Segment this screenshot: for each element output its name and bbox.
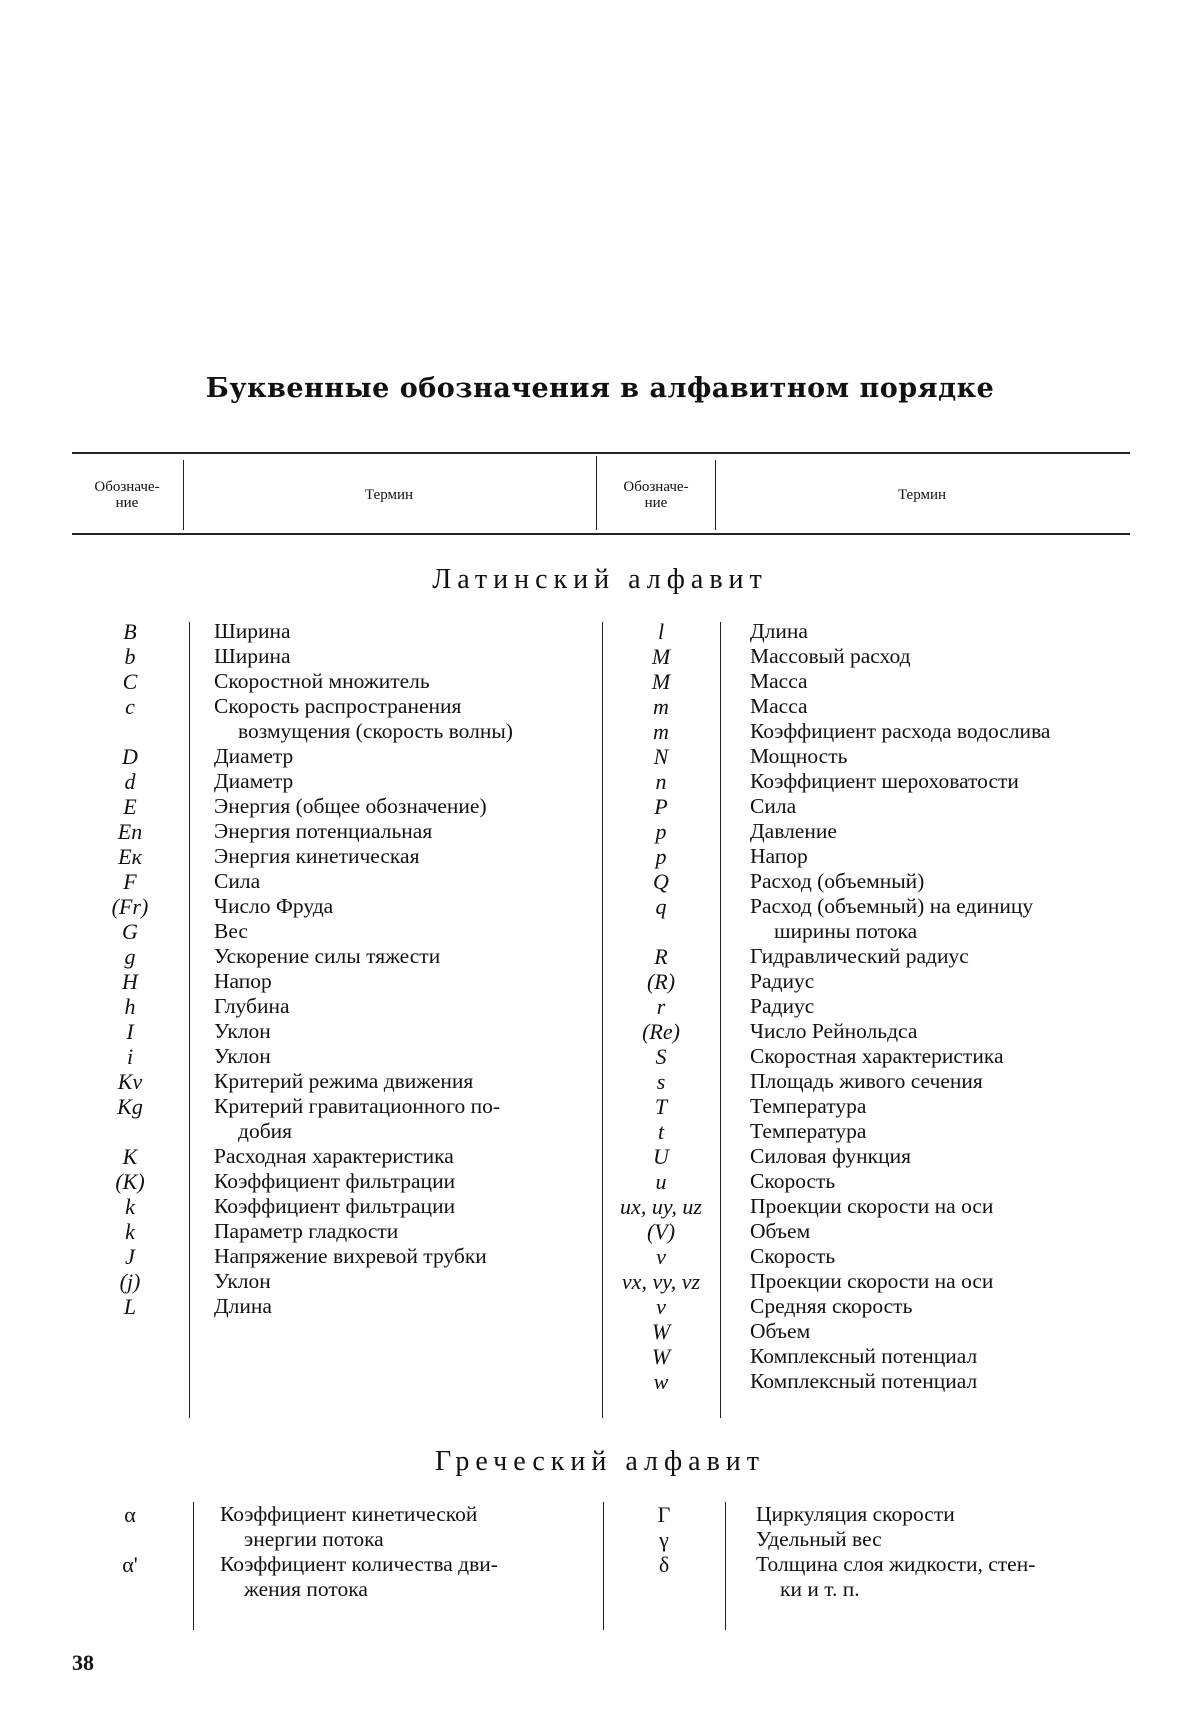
- symbol: H: [122, 969, 138, 994]
- term-line: Критерий гравитационного по-: [214, 1094, 500, 1118]
- symbol: l: [657, 619, 665, 644]
- term-line: Объем: [750, 1219, 811, 1243]
- symbol: v: [656, 1294, 666, 1319]
- term-line: Сила: [750, 794, 797, 818]
- symbol: U: [653, 1144, 669, 1169]
- column-divider: [602, 622, 603, 1418]
- term-line: ширины потока: [774, 919, 918, 943]
- symbol: P: [654, 794, 668, 819]
- symbol: q: [655, 894, 667, 919]
- symbol: γ: [659, 1527, 669, 1552]
- symbol: N: [653, 744, 669, 769]
- symbol: T: [654, 1094, 668, 1119]
- symbol: m: [653, 694, 669, 719]
- term-line: Гидравлический радиус: [750, 944, 969, 968]
- term-line: Параметр гладкости: [214, 1219, 399, 1243]
- term-line: Энергия (общее обозначение): [214, 794, 487, 818]
- term-line: жения потока: [244, 1577, 368, 1601]
- symbol: S: [655, 1044, 667, 1069]
- symbol: u: [655, 1169, 667, 1194]
- table-header-rule: [72, 533, 1130, 535]
- symbol: F: [123, 869, 137, 894]
- symbol: (V): [646, 1219, 676, 1244]
- term-line: Коэффициент фильтрации: [214, 1169, 456, 1193]
- term-line: Скорость: [750, 1244, 836, 1268]
- column-divider: [720, 622, 721, 1418]
- term-line: Уклон: [214, 1269, 271, 1293]
- symbol: v: [656, 1244, 666, 1269]
- symbol: M: [651, 669, 671, 694]
- symbol: Kg: [117, 1094, 143, 1119]
- symbol: c: [125, 694, 135, 719]
- symbol: J: [125, 1244, 135, 1269]
- symbol: E: [123, 794, 137, 819]
- symbol: M: [651, 644, 671, 669]
- symbol: Q: [653, 869, 669, 894]
- symbol: (j): [119, 1269, 141, 1294]
- term-line: Расход (объемный) на единицу: [750, 894, 1034, 918]
- term-line: Уклон: [214, 1019, 271, 1043]
- term-line: Силовая функция: [750, 1144, 911, 1168]
- term-line: Мощность: [750, 744, 848, 768]
- term-line: Критерий режима движения: [214, 1069, 474, 1093]
- term-line: Ширина: [214, 644, 291, 668]
- symbol: p: [655, 844, 667, 869]
- term-line: Проекции скорости на оси: [750, 1194, 994, 1218]
- symbol: Eк: [118, 844, 142, 869]
- symbol: b: [124, 644, 136, 669]
- term-line: Глубина: [214, 994, 290, 1018]
- symbol: k: [125, 1219, 135, 1244]
- column-divider: [603, 1502, 604, 1630]
- term-line: Напор: [750, 844, 808, 868]
- symbol: R: [654, 944, 668, 969]
- symbol: D: [122, 744, 138, 769]
- term-line: Коэффициент шероховатости: [750, 769, 1019, 793]
- symbol: δ: [658, 1552, 670, 1577]
- symbol: (R): [646, 969, 676, 994]
- term-line: Проекции скорости на оси: [750, 1269, 994, 1293]
- term-line: Энергия потенциальная: [214, 819, 433, 843]
- section-heading-greek: Греческий алфавит: [434, 1446, 766, 1477]
- column-divider: [725, 1502, 726, 1630]
- term-line: Температура: [750, 1094, 867, 1118]
- term-line: Уклон: [214, 1044, 271, 1068]
- term-line: Скоростная характеристика: [750, 1044, 1004, 1068]
- term-line: Средняя скорость: [750, 1294, 913, 1318]
- header-symbol: Обозначе- ние: [94, 479, 160, 511]
- term-line: Толщина слоя жидкости, стен-: [756, 1552, 1036, 1576]
- term-line: Ширина: [214, 619, 291, 643]
- term-line: Масса: [750, 669, 808, 693]
- term-line: Удельный вес: [756, 1527, 882, 1551]
- header-symbol-right: Обозначе- ние: [623, 479, 689, 511]
- symbol: α': [122, 1552, 138, 1577]
- symbol: r: [656, 994, 666, 1019]
- term-line: Коэффициент количества дви-: [220, 1552, 498, 1576]
- symbol: m: [653, 719, 669, 744]
- symbol: W: [651, 1319, 671, 1344]
- header-divider: [183, 460, 184, 530]
- term-line: Циркуляция скорости: [756, 1502, 955, 1526]
- term-line: Объем: [750, 1319, 811, 1343]
- term-line: Сила: [214, 869, 261, 893]
- symbol: i: [126, 1044, 134, 1069]
- term-line: Диаметр: [214, 744, 294, 768]
- symbol: L: [123, 1294, 137, 1319]
- symbol: vx, vy, vz: [621, 1269, 701, 1294]
- column-divider: [189, 622, 190, 1418]
- term-line: Скорость: [750, 1169, 836, 1193]
- term-line: Скоростной множитель: [214, 669, 430, 693]
- term-line: Энергия кинетическая: [214, 844, 420, 868]
- term-line: Массовый расход: [750, 644, 911, 668]
- symbol: C: [122, 669, 138, 694]
- symbol: W: [651, 1344, 671, 1369]
- term-line: Скорость распространения: [214, 694, 462, 718]
- term-line: Коэффициент расхода водослива: [750, 719, 1051, 743]
- page-title: Буквенные обозначения в алфавитном порядке: [205, 373, 995, 404]
- symbol: d: [124, 769, 136, 794]
- term-line: Радиус: [750, 994, 815, 1018]
- header-term: Термин: [364, 487, 414, 503]
- term-line: Расходная характеристика: [214, 1144, 454, 1168]
- symbol: (Re): [642, 1019, 680, 1044]
- term-line: Комплексный потенциал: [750, 1344, 978, 1368]
- section-heading-latin: Латинский алфавит: [432, 564, 768, 595]
- term-line: Масса: [750, 694, 808, 718]
- symbol: G: [122, 919, 138, 944]
- symbol: Г: [657, 1502, 671, 1527]
- symbol: Eп: [117, 819, 143, 844]
- term-line: Напряжение вихревой трубки: [214, 1244, 487, 1268]
- symbol: w: [653, 1369, 669, 1394]
- term-line: возмущения (скорость волны): [238, 719, 513, 743]
- symbol: (K): [115, 1169, 145, 1194]
- term-line: Диаметр: [214, 769, 294, 793]
- term-line: ки и т. п.: [780, 1577, 860, 1601]
- term-line: Радиус: [750, 969, 815, 993]
- symbol: p: [655, 819, 667, 844]
- header-divider: [715, 460, 716, 530]
- term-line: Температура: [750, 1119, 867, 1143]
- term-line: Вес: [214, 919, 248, 943]
- term-line: Коэффициент кинетической: [220, 1502, 478, 1526]
- term-line: Число Рейнольдса: [750, 1019, 918, 1043]
- symbol: K: [122, 1144, 138, 1169]
- symbol: B: [123, 619, 137, 644]
- symbol: s: [656, 1069, 666, 1094]
- symbol: I: [126, 1019, 134, 1044]
- term-line: Комплексный потенциал: [750, 1369, 978, 1393]
- term-line: Длина: [750, 619, 808, 643]
- term-line: Число Фруда: [214, 894, 334, 918]
- term-line: Ускорение силы тяжести: [214, 944, 441, 968]
- term-line: Напор: [214, 969, 272, 993]
- header-term-right: Термин: [897, 487, 947, 503]
- symbol: (Fr): [111, 894, 149, 919]
- header-divider: [596, 456, 597, 530]
- term-line: энергии потока: [244, 1527, 384, 1551]
- symbol: Kv: [117, 1069, 143, 1094]
- term-line: Расход (объемный): [750, 869, 925, 893]
- symbol: k: [125, 1194, 135, 1219]
- symbol: ux, uy, uz: [620, 1194, 702, 1219]
- term-line: Площадь живого сечения: [750, 1069, 983, 1093]
- symbol: α: [124, 1502, 136, 1527]
- term-line: Коэффициент фильтрации: [214, 1194, 456, 1218]
- symbol: g: [124, 944, 136, 969]
- symbol: n: [655, 769, 667, 794]
- table-top-rule: [72, 452, 1130, 454]
- column-divider: [193, 1502, 194, 1630]
- term-line: Длина: [214, 1294, 272, 1318]
- symbol: t: [657, 1119, 665, 1144]
- symbol: h: [124, 994, 136, 1019]
- term-line: Давление: [750, 819, 837, 843]
- term-line: добия: [238, 1119, 293, 1143]
- page-number: 38: [72, 1650, 94, 1675]
